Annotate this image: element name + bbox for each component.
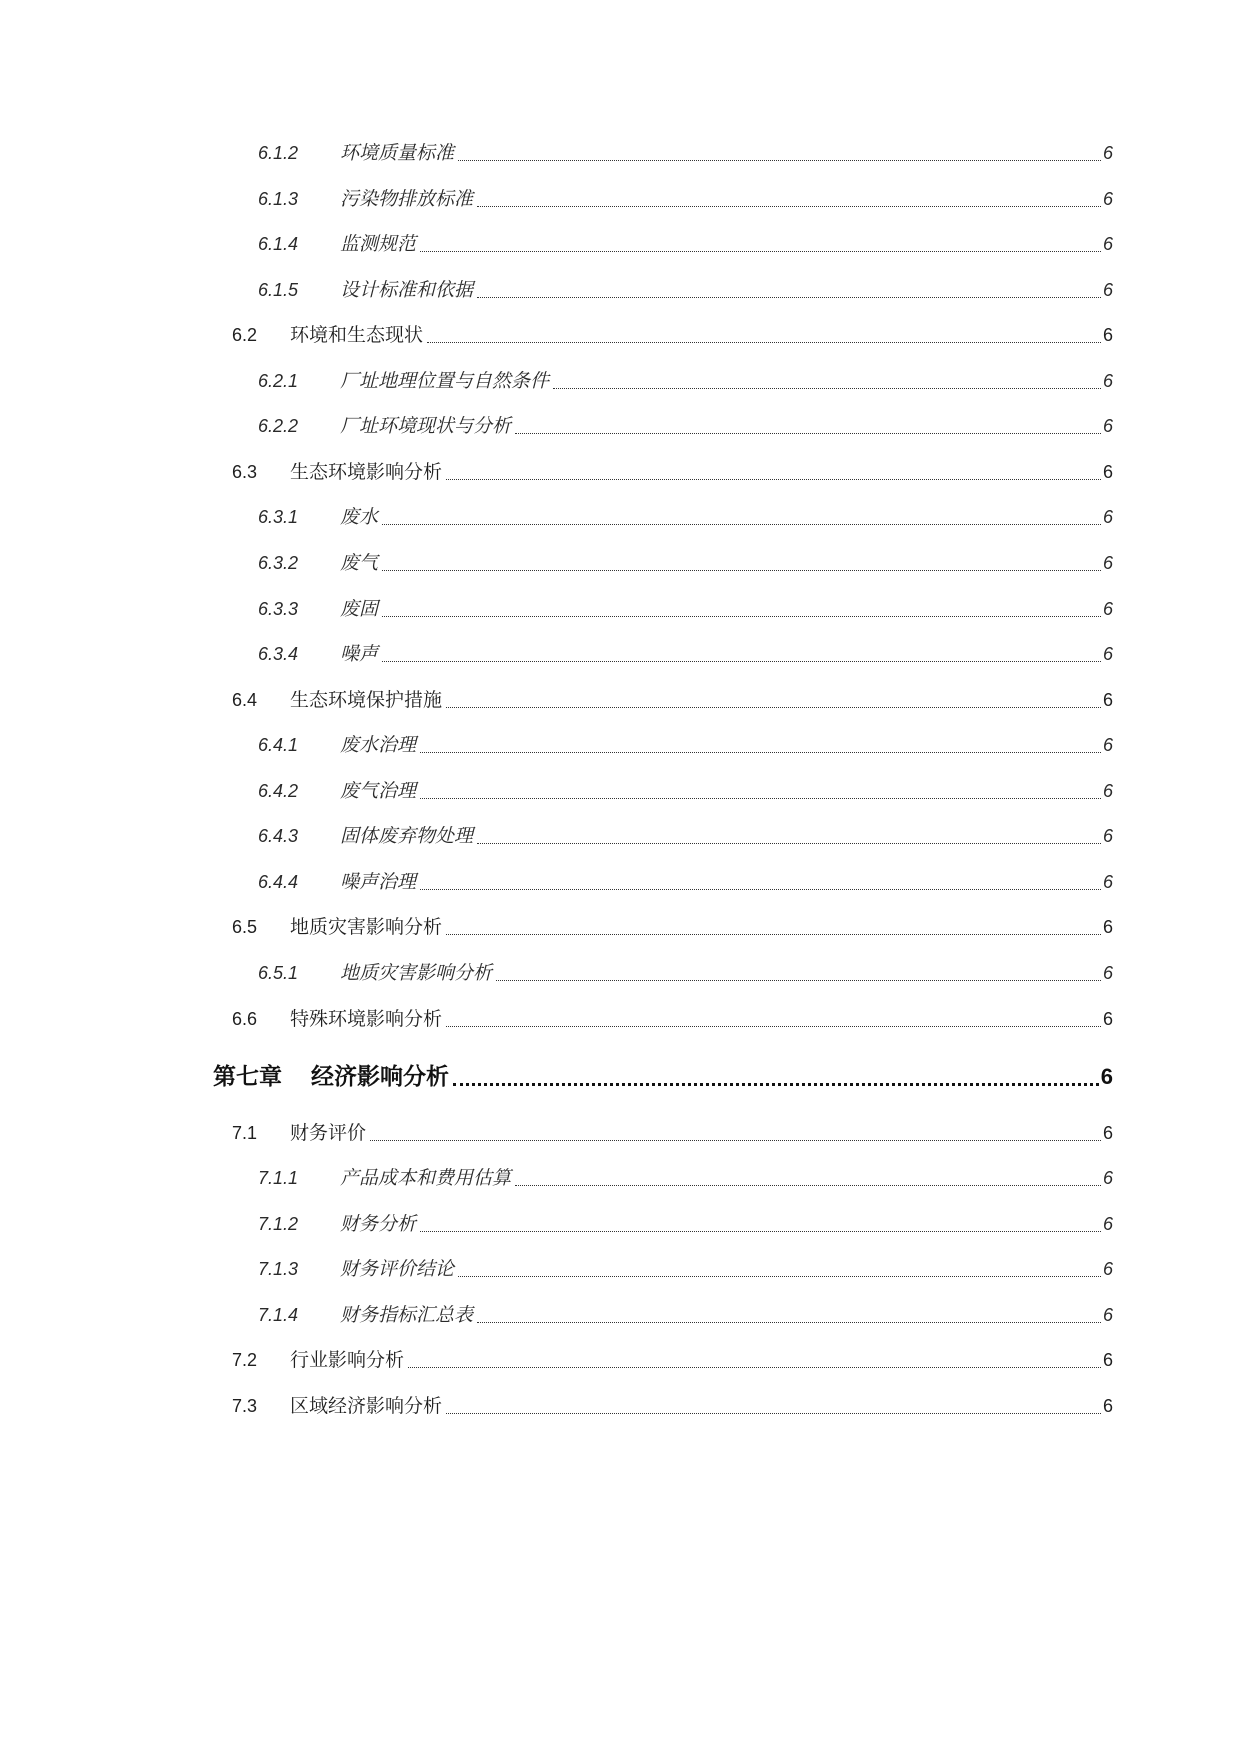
toc-subsection-entry[interactable] — [258, 1254, 1113, 1284]
toc-page-number: 6 — [1102, 735, 1113, 755]
toc-dot-leader — [515, 1184, 1101, 1186]
toc-dot-leader — [382, 615, 1101, 617]
toc-entry-number: 6.3 — [232, 462, 258, 482]
toc-subsection-entry[interactable] — [258, 502, 1113, 532]
toc-section-entry[interactable] — [232, 1004, 1113, 1034]
toc-entry-number: 6.6 — [232, 1009, 258, 1029]
toc-page-number: 6 — [1100, 1064, 1113, 1089]
toc-dot-leader — [477, 1321, 1101, 1323]
toc-subsection-entry[interactable] — [258, 639, 1113, 669]
toc-section-entry[interactable] — [232, 1118, 1113, 1148]
toc-page-number: 6 — [1102, 917, 1113, 937]
toc-subsection-entry[interactable] — [258, 229, 1113, 259]
toc-entry-number: 6.3.2 — [258, 553, 299, 573]
toc-entry-title: 特殊环境影响分析 — [290, 1008, 443, 1030]
toc-dot-leader — [420, 888, 1101, 890]
toc-dot-leader — [382, 523, 1101, 525]
toc-dot-leader — [515, 432, 1101, 434]
toc-section-entry[interactable] — [232, 685, 1113, 715]
toc-entry-title: 经济影响分析 — [311, 1064, 449, 1090]
toc-section-entry[interactable] — [232, 912, 1113, 942]
toc-entry-title: 地质灾害影响分析 — [290, 916, 443, 938]
toc-subsection-entry[interactable] — [258, 821, 1113, 851]
toc-entry-number: 7.1.1 — [258, 1168, 299, 1188]
toc-entry-title: 生态环境影响分析 — [290, 461, 443, 483]
toc-dot-leader — [446, 933, 1101, 935]
toc-page-number: 6 — [1102, 1350, 1113, 1370]
toc-section-entry[interactable] — [232, 457, 1113, 487]
toc-entry-number: 6.5 — [232, 917, 258, 937]
toc-page-number: 6 — [1102, 1214, 1113, 1234]
toc-subsection-entry[interactable] — [258, 411, 1113, 441]
toc-page-number: 6 — [1102, 963, 1113, 983]
toc-entry-title: 财务评价结论 — [340, 1258, 455, 1280]
toc-entry-title: 设计标准和依据 — [340, 279, 474, 301]
toc-subsection-entry[interactable] — [258, 138, 1113, 168]
toc-entry-number: 6.4.2 — [258, 781, 299, 801]
toc-entry-number: 6.3.3 — [258, 599, 299, 619]
toc-page-number: 6 — [1102, 143, 1113, 163]
toc-dot-leader — [420, 1230, 1101, 1232]
toc-entry-title: 厂址地理位置与自然条件 — [340, 370, 550, 392]
toc-section-entry[interactable] — [232, 320, 1113, 350]
toc-entry-title: 监测规范 — [340, 233, 417, 255]
toc-subsection-entry[interactable] — [258, 958, 1113, 988]
toc-page-number: 6 — [1102, 1168, 1113, 1188]
toc-entry-number: 6.3.1 — [258, 507, 299, 527]
toc-subsection-entry[interactable] — [258, 776, 1113, 806]
toc-page-number: 6 — [1102, 416, 1113, 436]
toc-entry-title: 噪声 — [340, 643, 379, 665]
toc-entry-title: 行业影响分析 — [290, 1349, 405, 1371]
toc-subsection-entry[interactable] — [258, 594, 1113, 624]
toc-entry-title: 废气 — [340, 552, 379, 574]
toc-subsection-entry[interactable] — [258, 867, 1113, 897]
toc-subsection-entry[interactable] — [258, 184, 1113, 214]
toc-entry-title: 环境和生态现状 — [290, 324, 424, 346]
toc-page-number: 6 — [1102, 644, 1113, 664]
toc-page-number: 6 — [1102, 462, 1113, 482]
toc-page-number: 6 — [1102, 690, 1113, 710]
toc-subsection-entry[interactable] — [258, 1163, 1113, 1193]
toc-subsection-entry[interactable] — [258, 548, 1113, 578]
toc-dot-leader — [420, 751, 1101, 753]
toc-entry-number: 6.1.4 — [258, 234, 299, 254]
toc-entry-number: 7.1.3 — [258, 1259, 299, 1279]
toc-dot-leader — [408, 1366, 1101, 1368]
toc-dot-leader — [553, 387, 1101, 389]
toc-entry-title: 财务分析 — [340, 1213, 417, 1235]
toc-dot-leader — [370, 1139, 1101, 1141]
toc-subsection-entry[interactable] — [258, 366, 1113, 396]
toc-entry-number: 7.3 — [232, 1396, 258, 1416]
toc-entry-number: 7.1.2 — [258, 1214, 299, 1234]
toc-dot-leader — [382, 569, 1101, 571]
toc-page-number: 6 — [1102, 781, 1113, 801]
toc-page-number: 6 — [1102, 553, 1113, 573]
toc-entry-number: 7.1.4 — [258, 1305, 299, 1325]
toc-entry-title: 环境质量标准 — [340, 142, 455, 164]
toc-entry-number: 6.4.1 — [258, 735, 299, 755]
toc-dot-leader — [446, 1412, 1101, 1414]
toc-entry-number: 7.1 — [232, 1123, 258, 1143]
toc-dot-leader — [458, 159, 1101, 161]
toc-entry-title: 废水治理 — [340, 734, 417, 756]
toc-chapter-entry[interactable] — [213, 1059, 1113, 1095]
toc-dot-leader — [477, 205, 1101, 207]
toc-entry-title: 厂址环境现状与分析 — [340, 415, 512, 437]
toc-dot-leader — [446, 706, 1101, 708]
toc-dot-leader — [458, 1275, 1101, 1277]
toc-dot-leader — [446, 478, 1101, 480]
toc-subsection-entry[interactable] — [258, 275, 1113, 305]
toc-entry-number: 6.1.3 — [258, 189, 299, 209]
toc-page-number: 6 — [1102, 325, 1113, 345]
toc-entry-number: 6.4.4 — [258, 872, 299, 892]
toc-page-number: 6 — [1102, 189, 1113, 209]
toc-page-number: 6 — [1102, 371, 1113, 391]
toc-entry-title: 污染物排放标准 — [340, 188, 474, 210]
toc-entry-title: 地质灾害影响分析 — [340, 962, 493, 984]
toc-subsection-entry[interactable] — [258, 1209, 1113, 1239]
toc-page-number: 6 — [1102, 1396, 1113, 1416]
toc-entry-number: 6.1.5 — [258, 280, 299, 300]
toc-subsection-entry[interactable] — [258, 1300, 1113, 1330]
toc-subsection-entry[interactable] — [258, 730, 1113, 760]
toc-entry-number: 6.2.2 — [258, 416, 299, 436]
toc-entry-title: 噪声治理 — [340, 871, 417, 893]
toc-entry-number: 6.4.3 — [258, 826, 299, 846]
toc-entry-number: 6.2 — [232, 325, 258, 345]
toc-entry-title: 财务指标汇总表 — [340, 1304, 474, 1326]
toc-page-number: 6 — [1102, 599, 1113, 619]
toc-page-number: 6 — [1102, 507, 1113, 527]
toc-entry-title: 区域经济影响分析 — [290, 1395, 443, 1417]
toc-section-entry[interactable] — [232, 1345, 1113, 1375]
toc-page-number: 6 — [1102, 1305, 1113, 1325]
toc-entry-number: 6.4 — [232, 690, 258, 710]
toc-entry-title: 固体废弃物处理 — [340, 825, 474, 847]
toc-dot-leader — [477, 842, 1101, 844]
toc-page-number: 6 — [1102, 1009, 1113, 1029]
toc-entry-number: 6.5.1 — [258, 963, 299, 983]
toc-dot-leader — [446, 1025, 1101, 1027]
toc-entry-title: 财务评价 — [290, 1122, 367, 1144]
toc-entry-title: 废固 — [340, 598, 379, 620]
toc-dot-leader — [496, 979, 1101, 981]
toc-entry-title: 废气治理 — [340, 780, 417, 802]
toc-page-number: 6 — [1102, 872, 1113, 892]
toc-dot-leader — [453, 1082, 1099, 1086]
toc-dot-leader — [382, 660, 1101, 662]
toc-page-number: 6 — [1102, 1259, 1113, 1279]
toc-dot-leader — [427, 341, 1101, 343]
toc-dot-leader — [420, 797, 1101, 799]
toc-dot-leader — [420, 250, 1101, 252]
toc-page-number: 6 — [1102, 826, 1113, 846]
toc-entry-number: 6.2.1 — [258, 371, 299, 391]
toc-entry-number: 第七章 — [213, 1064, 282, 1090]
toc-entry-number: 6.3.4 — [258, 644, 299, 664]
toc-page-number: 6 — [1102, 234, 1113, 254]
toc-entry-number: 7.2 — [232, 1350, 258, 1370]
toc-dot-leader — [477, 296, 1101, 298]
toc-entry-title: 产品成本和费用估算 — [340, 1167, 512, 1189]
toc-page-number: 6 — [1102, 1123, 1113, 1143]
toc-section-entry[interactable] — [232, 1391, 1113, 1421]
toc-entry-title: 废水 — [340, 506, 379, 528]
toc-entry-number: 6.1.2 — [258, 143, 299, 163]
toc-page-number: 6 — [1102, 280, 1113, 300]
toc-entry-title: 生态环境保护措施 — [290, 689, 443, 711]
